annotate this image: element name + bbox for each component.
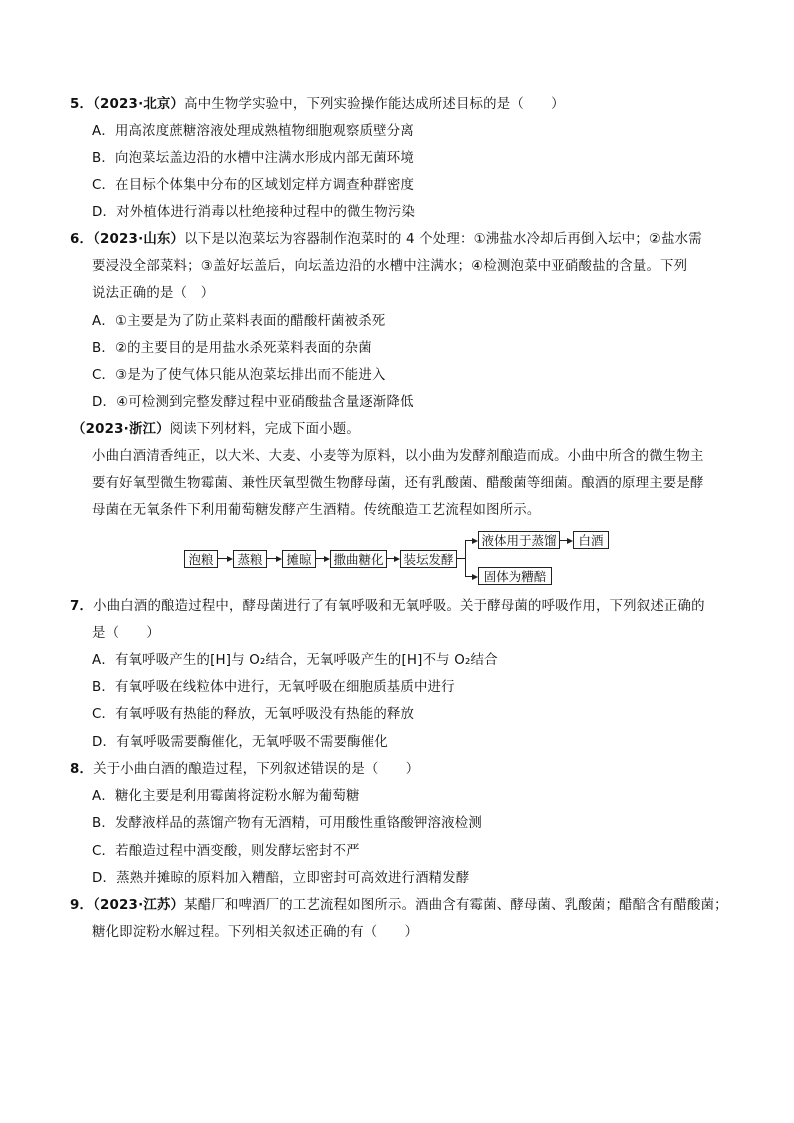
- q9-stem-line2: 糖化即淀粉水解过程。下列相关叙述正确的有（ ）: [92, 925, 419, 940]
- q6-option-a: A．①主要是为了防止菜料表面的醋酸杆菌被杀死: [92, 314, 386, 329]
- flow-result-baijiu: 白酒: [573, 531, 609, 549]
- q7-number: 7．: [70, 599, 94, 614]
- q8-stem-text: 关于小曲白酒的酿造过程，下列叙述错误的是（ ）: [93, 762, 420, 777]
- q5-number: 5．: [70, 97, 94, 112]
- q5-source: （2023·北京）: [93, 97, 185, 112]
- q8-option-b: B．发酵液样品的蒸馏产物有无酒精，可用酸性重铬酸钾溶液检测: [92, 816, 482, 831]
- q6-stem-line2: 要浸没全部菜料；③盖好坛盖后，向坛盖边沿的水槽中注满水；④检测泡菜中亚硝酸盐的含量。下列: [92, 259, 688, 274]
- q5-option-b: B．向泡菜坛盖边沿的水槽中注满水形成内部无菌环境: [92, 151, 414, 166]
- q9-stem-text1: 某醋厂和啤酒厂的工艺流程如图所示。酒曲含有霉菌、酵母菌、乳酸菌；醋醅含有醋酸菌；: [184, 898, 728, 913]
- material-line3: 母菌在无氧条件下利用葡萄糖发酵产生酒精。传统酿造工艺流程如图所示。: [92, 503, 541, 518]
- flow-step-3: 摊晾: [282, 550, 316, 568]
- q7-option-b: B．有氧呼吸在线粒体中进行，无氧呼吸在细胞质基质中进行: [92, 680, 455, 695]
- flow-step-1: 泡粮: [184, 550, 218, 568]
- q6-stem-line1: [70, 230, 702, 250]
- q7-stem-text1: 小曲白酒的酿造过程中，酵母菌进行了有氧呼吸和无氧呼吸。关于酵母菌的呼吸作用，下列叙述正确的: [93, 599, 705, 614]
- material-line2: 要有好氧型微生物霉菌、兼性厌氧型微生物酵母菌，还有乳酸菌、醋酸菌等细菌。酿酒的原理主要是酵: [92, 476, 704, 491]
- q7-option-d: D．有氧呼吸需要酶催化，无氧呼吸不需要酶催化: [92, 735, 388, 750]
- q6-source: （2023·山东）: [93, 232, 185, 247]
- q6-option-d: D．④可检测到完整发酵过程中亚硝酸盐含量逐渐降低: [92, 395, 414, 410]
- material-intro: [72, 420, 360, 440]
- q6-stem-text1: 以下是以泡菜坛为容器制作泡菜时的 4 个处理：①沸盐水冷却后再倒入坛中；②盐水需: [184, 232, 702, 247]
- q8-stem: [70, 760, 419, 780]
- q8-number: 8．: [70, 762, 94, 777]
- flow-step-2: 蒸粮: [233, 550, 267, 568]
- q6-stem-line3: 说法正确的是（ ）: [92, 286, 215, 301]
- flow-step-4: 撒曲糖化: [330, 550, 387, 568]
- q7-option-a: A．有氧呼吸产生的[H]与 O₂结合，无氧呼吸产生的[H]不与 O₂结合: [92, 653, 498, 668]
- q8-option-d: D．蒸熟并摊晾的原料加入糟醅，立即密封可高效进行酒精发酵: [92, 871, 470, 886]
- q5-option-d: D．对外植体进行消毒以杜绝接种过程中的微生物污染: [92, 205, 416, 220]
- flow-branch-line: [465, 540, 466, 577]
- q8-option-a: A．糖化主要是利用霉菌将淀粉水解为葡萄糖: [92, 789, 360, 804]
- q5-option-a: A．用高浓度蔗糖溶液处理成熟植物细胞观察质壁分离: [92, 124, 414, 139]
- q5-stem: [70, 95, 565, 115]
- q9-source: （2023·江苏）: [93, 898, 185, 913]
- q6-option-c: C．③是为了使气体只能从泡菜坛排出而不能进入: [92, 368, 386, 383]
- material-intro-text: 阅读下列材料，完成下面小题。: [169, 422, 360, 437]
- material-source: （2023·浙江）: [72, 422, 170, 437]
- q6-option-b: B．②的主要目的是用盐水杀死菜料表面的杂菌: [92, 341, 372, 356]
- flow-branch-liquid: 液体用于蒸馏: [478, 531, 560, 549]
- material-line1: 小曲白酒清香纯正，以大米、大麦、小麦等为原料，以小曲为发酵剂酿造而成。小曲中所含的微生物主: [92, 449, 704, 464]
- q7-stem-line2: 是（ ）: [92, 626, 160, 641]
- q5-stem-text: 高中生物学实验中，下列实验操作能达成所述目标的是（ ）: [184, 97, 565, 112]
- q7-stem-line1: [70, 597, 705, 617]
- q5-option-c: C．在目标个体集中分布的区域划定样方调查种群密度: [92, 178, 415, 193]
- q7-option-c: C．有氧呼吸有热能的释放，无氧呼吸没有热能的释放: [92, 707, 415, 722]
- q9-stem-line1: [70, 896, 728, 916]
- flow-step-5: 装坛发酵: [400, 550, 457, 568]
- flow-branch-solid: 固体为糟醅: [478, 567, 552, 585]
- q8-option-c: C．若酿造过程中酒变酸，则发酵坛密封不严: [92, 844, 360, 859]
- q9-number: 9．: [70, 898, 94, 913]
- flow-connector: [457, 558, 465, 559]
- q6-number: 6．: [70, 232, 94, 247]
